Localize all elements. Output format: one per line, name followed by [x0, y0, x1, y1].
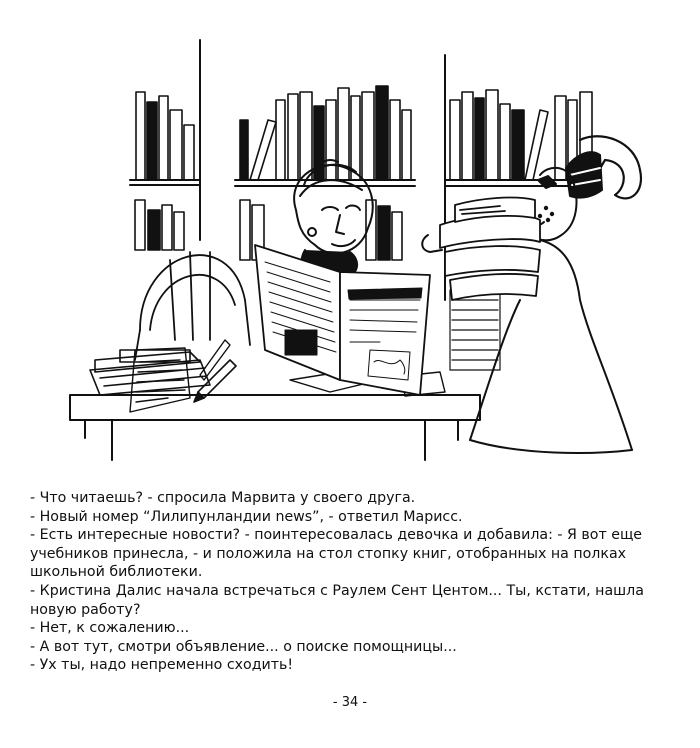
story-line: - Есть интересные новости? - поинтересовалась девочка и добавила: - Я вот еще учебников принесла, - и положила на стол стопку книг, отобранных на полках школьной библиотеки. — [30, 527, 643, 581]
story-line: - Кристина Далис начала встречаться с Раулем Сент Центом... Ты, кстати, нашла новую работу? — [30, 582, 644, 618]
story-line: - Новый номер “Лилипунландии news”, - ответил Марисс. — [30, 508, 463, 525]
library-illustration — [60, 36, 650, 464]
page-number: - 34 - — [332, 695, 368, 710]
story-line: - Ух ты, надо непременно сходить! — [30, 657, 294, 674]
story-line: - А вот тут, смотри объявление... о поиске помощницы... — [30, 638, 457, 655]
girl-with-books — [422, 136, 641, 453]
book-stack — [90, 350, 210, 395]
table — [70, 395, 480, 460]
story-text — [30, 489, 680, 675]
story-line: - Что читаешь? - спросила Марвита у своего друга. — [30, 490, 416, 506]
story-line: - Нет, к сожалению... — [30, 620, 190, 637]
chair — [135, 252, 250, 360]
